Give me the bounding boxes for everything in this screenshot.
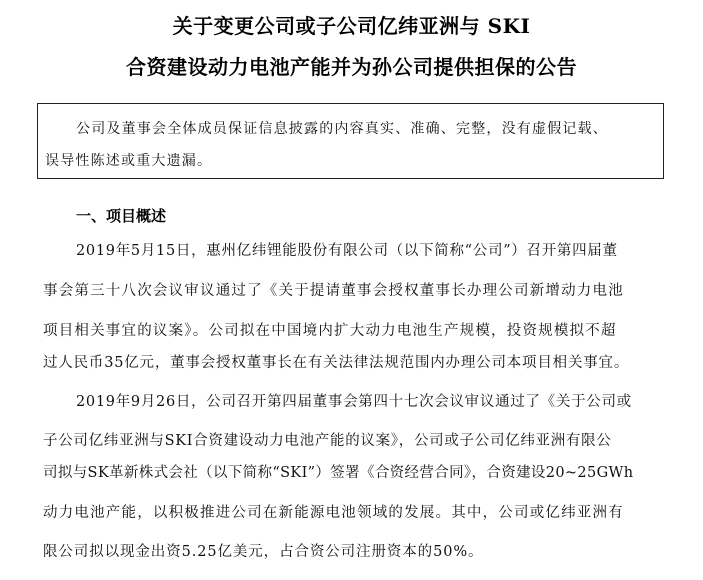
paragraph-2-line-5: 限公司拟以现金出资5.25亿美元，占合资公司注册资本的50%。 xyxy=(43,544,484,560)
paragraph-2-line-4: 动力电池产能，以积极推进公司在新能源电池领域的发展。其中，公司或亿纬亚洲有 xyxy=(43,505,624,521)
board-guarantee-notice-box xyxy=(37,103,664,179)
announcement-title-line-2: 合资建设动力电池产能并为孙公司提供担保的公告 xyxy=(126,55,577,79)
paragraph-1-line-1: 2019年5月15日，惠州亿纬锂能股份有限公司（以下简称“公司”）召开第四届董 xyxy=(76,243,618,259)
section-heading-project-overview: 一、项目概述 xyxy=(76,207,167,225)
announcement-title-line-1: 关于变更公司或子公司亿纬亚洲与 SKI xyxy=(172,14,531,38)
paragraph-1-line-4: 过人民币35亿元，董事会授权董事长在有关法律法规范围内办理公司本项目相关事宜。 xyxy=(43,355,630,371)
paragraph-1-line-3: 项目相关事宜的议案》。公司拟在中国境内扩大动力电池生产规模，投资规模拟不超 xyxy=(43,323,617,339)
paragraph-2-line-1: 2019年9月26日，公司召开第四届董事会第四十七次会议审议通过了《关于公司或 xyxy=(76,394,632,410)
notice-line-2: 误导性陈述或重大遗漏。 xyxy=(45,153,213,169)
notice-line-1: 公司及董事会全体成员保证信息披露的内容真实、准确、完整，没有虚假记载、 xyxy=(76,121,608,137)
paragraph-2-line-2: 子公司亿纬亚洲与SKI合资建设动力电池产能的议案》，公司或子公司亿纬亚洲有限公 xyxy=(43,433,612,449)
paragraph-1-line-2: 事会第三十八次会议审议通过了《关于提请董事会授权董事长办理公司新增动力电池 xyxy=(43,283,624,299)
paragraph-2-line-3: 司拟与SK革新株式会社（以下简称“SKI”）签署《合资经营合同》，合资建设20~25GWh xyxy=(43,465,634,481)
